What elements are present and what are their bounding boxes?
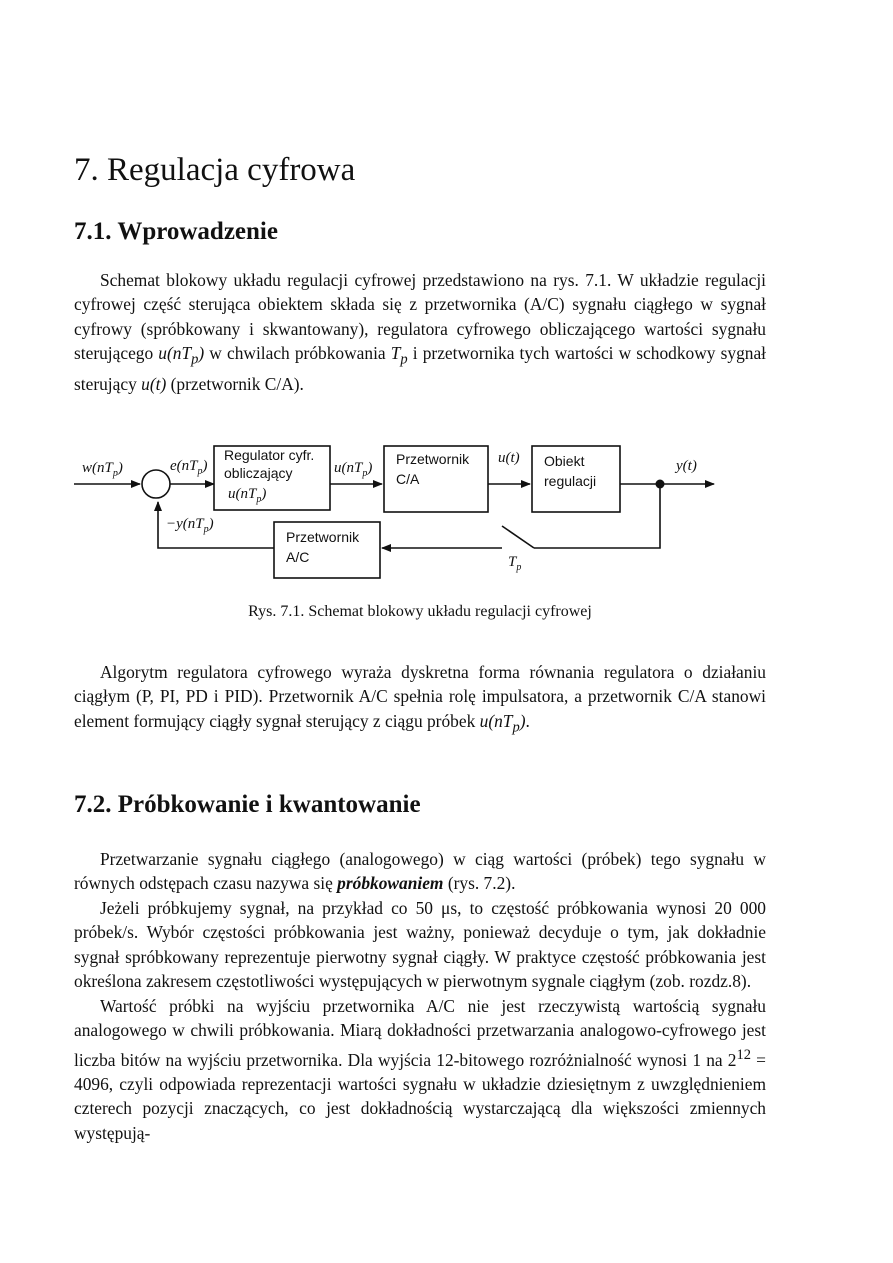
math-Tp (390, 343, 408, 368)
math-sub: p (191, 351, 199, 368)
math-u-nTp (158, 343, 205, 368)
sampling-period-label: $T_p$ (508, 554, 522, 573)
dac-label-1: Przetwornik (396, 451, 470, 467)
text-run: (rys. 7.2). (443, 873, 516, 894)
paragraph-sampling-rate: Jeżeli próbkujemy sygnał, na przykład co 50 μs, to częstość próbkowania wynosi 20 000 próbek/s. Wybór częstości próbkowania jest ważny, ponieważ decyduje o tym, jak dokładnie sygnał spróbkowany reprezentuje pierwotny sygnał ciągły. W praktyce częstość próbkowania jest określona zakresem częstotliwości występujących w pierwotnym sygnale ciągłym (zob. rozdz.8). (74, 898, 766, 992)
section-heading-7-2 (74, 790, 814, 820)
text-run: Schemat blokowy układu regulacji cyfrowej przedstawiono na rys. 7.1. W układzie regulacji cyfrowej część sterująca obiektem składa się z przetwornika (A/C) sygnału ciągłego w sygnał cyfrowy (spróbkowany i skwantowany), regulatora cyfrowego obliczającego wartości sygnału sterującego (74, 270, 766, 364)
chapter-number: 7. (74, 152, 99, 188)
regulator-label-1: Regulator cyfr. (224, 447, 315, 463)
math-run: ) (519, 710, 526, 731)
paragraph-intro (74, 268, 766, 397)
text-run: (przetwornik C/A). (166, 374, 304, 395)
plant-label-1: Obiekt (544, 453, 585, 469)
signal-u-t-label: u(t) (498, 450, 520, 466)
section-title-text: Wprowadzenie (117, 218, 278, 245)
text-run: Przetwarzanie sygnału ciągłego (analogowego) w ciąg wartości (próbek) tego sygnału w równych odstępach czasu nazywa się (74, 849, 766, 894)
section-title-text: Próbkowanie i kwantowanie (117, 791, 421, 818)
math-run: u(nT (479, 710, 513, 731)
signal-y-label: y(t) (676, 458, 697, 474)
math-run: ) (198, 343, 205, 364)
section-number: 7.1. (74, 218, 112, 245)
text-run: w chwilach próbkowania (204, 343, 391, 364)
math-sub: p (512, 719, 520, 736)
math-u-nTp (479, 710, 526, 736)
text-run: i przetwornika tych wartości w schodkowy sygnał sterujący (74, 343, 767, 395)
math-u-t: u(t) (141, 374, 167, 395)
dac-label-2: C/A (396, 471, 420, 487)
plant-label-2: regulacji (544, 473, 597, 489)
text-run: = 4096, czyli odpowiada reprezentacji wartości sygnału w układzie dziesiętnym z uwzględnieniem czterech pozycji znaczących, co jest dokładnością wystarczającą dla większości zmiennych występują- (74, 1049, 766, 1143)
text-run: . (525, 710, 530, 731)
paragraph-algorithm (74, 660, 766, 740)
paragraph-sampling-def (74, 847, 766, 896)
signal-e-label: $e(nT_p)$ (170, 458, 208, 477)
math-run: u(nT (158, 343, 192, 364)
chapter-title (74, 150, 814, 190)
adc-label-2: A/C (286, 549, 310, 565)
text-run: Wartość próbki na wyjściu przetwornika A/C nie jest rzeczywistą wartością sygnału analogowego w chwili próbkowania. Miarą dokładności przetwarzania analogowo-cyfrowego jest liczba bitów na wyjściu przetwornika. Dla wyjścia 12-bitowego rozróżnialność wynosi 1 na 2 (74, 996, 766, 1070)
chapter-title-text: Regulacja cyfrowa (107, 152, 356, 188)
signal-neg-y-label: $-y(nT_p)$ (166, 516, 214, 535)
text-run: Algorytm regulatora cyfrowego wyraża dyskretna forma równania regulatora o działaniu ciągłym (P, PI, PD i PID). Przetwornik A/C spełnia rolę impulsatora, a przetwornik C/A stanowi element formujący ciągły sygnał sterujący z ciągu próbek (74, 662, 766, 731)
signal-u-n-label: $u(nT_p)$ (334, 460, 373, 479)
emphasis-term: próbkowaniem (337, 873, 444, 894)
regulator-label-2: obliczający (224, 465, 293, 481)
figure-caption: Rys. 7.1. Schemat blokowy układu regulacji cyfrowej (248, 603, 592, 620)
math-run: T (390, 343, 401, 364)
section-number: 7.2. (74, 791, 112, 818)
adc-label-1: Przetwornik (286, 529, 360, 545)
regulator-label-3: $u(nT_p)$ (228, 486, 267, 505)
sampler-switch (502, 526, 534, 548)
block-diagram (74, 428, 754, 598)
summing-junction (142, 470, 170, 498)
takeoff-point (656, 480, 665, 489)
superscript: 12 (736, 1046, 751, 1063)
paragraph-resolution (74, 994, 766, 1145)
section-heading-7-1 (74, 217, 814, 247)
signal-w-label: $w(nT_p)$ (82, 460, 123, 479)
math-sub: p (400, 351, 408, 368)
